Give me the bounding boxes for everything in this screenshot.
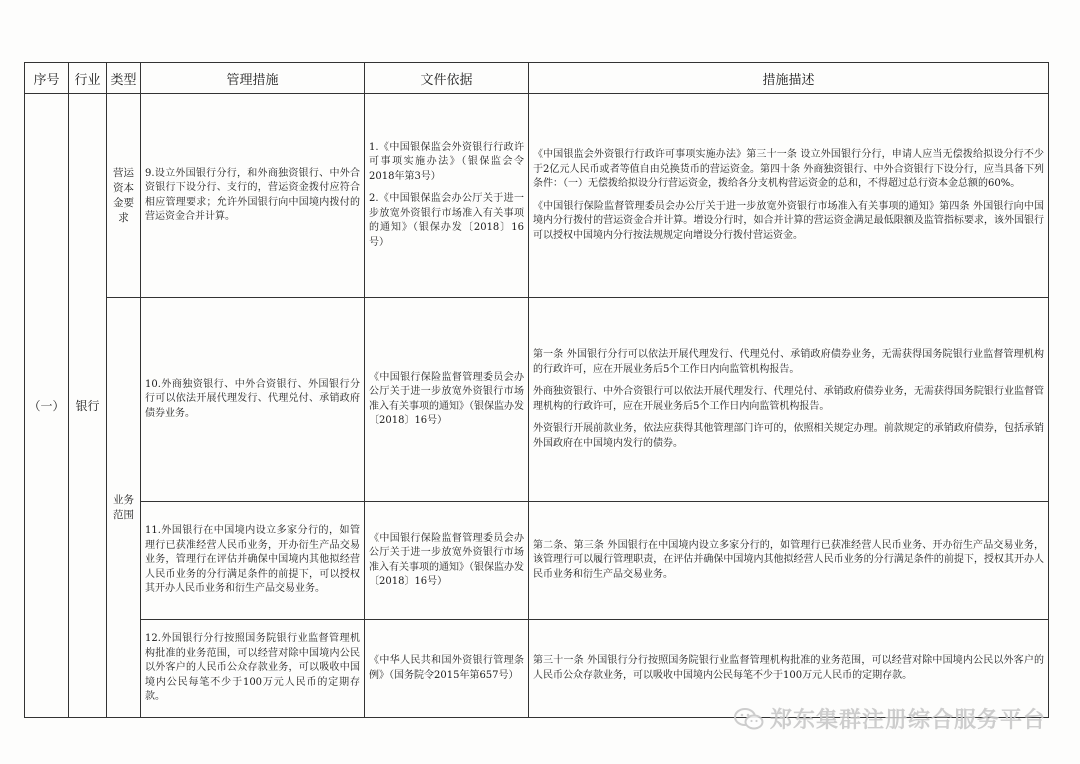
- table-row: [25, 502, 1049, 620]
- measure-cell: [141, 94, 365, 298]
- group-industry: 银行: [69, 94, 107, 718]
- basis-cell: [365, 620, 529, 718]
- measure-cell: [141, 620, 365, 718]
- measure-cell: [141, 298, 365, 502]
- table-row: [25, 94, 1049, 298]
- group-number: （一）: [25, 94, 69, 718]
- measure-text: 10.外商独资银行、中外合资银行、外国银行分行可以依法开展代理发行、代理兑付、承销政府债券业务。: [145, 378, 360, 419]
- basis-cell: [365, 298, 529, 502]
- description-text: 第一条 外国银行分行可以依法开展代理发行、代理兑付、承销政府债券业务，无需获得国务院银行业监督管理机构的行政许可，应在开展业务后5个工作日内向监管机构报告。: [533, 349, 1044, 375]
- basis-text: 《中国银行保险监督管理委员会办公厅关于进一步放宽外资银行市场准入有关事项的通知》（银保监办发〔2018〕16号）: [369, 371, 524, 426]
- basis-cell: [365, 94, 529, 298]
- description-text: 《中国银行保险监督管理委员会办公厅关于进一步放宽外资银行市场准入有关事项的通知》第四条 外国银行向中国境内分行拨付的营运资金合并计算。增设分行时，如合并计算的营运资金满足最低限额及监管指标要求，该外国银行可以授权中国境内分行按法规规定向增设分行拨付营运资金。: [533, 200, 1044, 241]
- watermark-text: 郑东集群注册综合服务平台: [769, 708, 1046, 733]
- description-text: 外商独资银行、中外合资银行可以依法开展代理发行、代理兑付、承销政府债券业务，无需获得国务院银行业监督管理机构的行政许可，应在开展业务后5个工作日内向监管机构报告。: [533, 386, 1044, 412]
- type-scope: [107, 298, 141, 718]
- basis-text: 1.《中国银保监会外资银行行政许可事项实施办法》（银保监会令2018年第3号）: [369, 141, 524, 182]
- basis-cell: [365, 502, 529, 620]
- header-industry: 行业: [69, 63, 107, 94]
- header-type: 类型: [107, 63, 141, 94]
- description-text: 《中国银监会外资银行行政许可事项实施办法》第三十一条 设立外国银行分行，申请人应当无偿拨给拟设分行不少于2亿元人民币或者等值自由兑换货币的营运资金。第四十条 外商独资银行、中外合资银行下设分行，应当具备下列条件：（一）无偿拨给拟设分行营运资金，拨给各分支机构营运资金的总和，不得超过总行资本金总额的60%。: [533, 149, 1044, 189]
- basis-text: 2.《中国银保监会办公厅关于进一步放宽外资银行市场准入有关事项的通知》（银保办发〔2018〕16号）: [369, 193, 524, 248]
- measure-text: 12.外国银行分行按照国务院银行业监督管理机构批准的业务范围，可以经营对除中国境内公民以外客户的人民币公众存款业务，可以吸收中国境内公民每笔不少于100万元人民币的定期存款。: [145, 633, 360, 703]
- measure-text: 9.设立外国银行分行，和外商独资银行、中外合资银行下设分行、支行的，营运资金拨付应符合相应管理要求；允许外国银行向中国境内拨付的营运资金合并计算。: [145, 167, 360, 222]
- description-text: 外资银行开展前款业务，依法应获得其他管理部门许可的，依照相关规定办理。前款规定的承销政府债券，包括承销外国政府在中国境内发行的债券。: [533, 423, 1044, 449]
- description-text: 第三十一条 外国银行分行按照国务院银行业监督管理机构批准的业务范围，可以经营对除中国境内公民以外客户的人民币公众存款业务，可以吸收中国境内公民每笔不少于100万元人民币的定期存款。: [533, 655, 1044, 681]
- description-text: 第二条、第三条 外国银行在中国境内设立多家分行的，如管理行已获准经营人民币业务、开办衍生产品交易业务，该管理行可以履行管理职责，在评估并确保中国境内其他拟经营人民币业务的分行满足条件的前提下，授权其开办人民币业务和衍生产品交易业务。: [533, 539, 1044, 580]
- description-cell: [529, 502, 1049, 620]
- basis-text: 《中国银行保险监督管理委员会办公厅关于进一步放宽外资银行市场准入有关事项的通知》（银保监办发〔2018〕16号）: [369, 532, 524, 587]
- wechat-icon: [734, 707, 764, 731]
- description-cell: [529, 94, 1049, 298]
- regulation-table: [24, 62, 1049, 718]
- type-capital: [107, 94, 141, 298]
- type-scope-label: 业务范围: [113, 493, 134, 521]
- header-description: 措施描述: [529, 63, 1049, 94]
- table-row: [25, 298, 1049, 502]
- header-measure: 管理措施: [141, 63, 365, 94]
- header-basis: 文件依据: [365, 63, 529, 94]
- watermark: [734, 703, 1046, 734]
- basis-text: 《中华人民共和国外资银行管理条例》（国务院令2015年第657号）: [369, 655, 524, 681]
- measure-text: 11.外国银行在中国境内设立多家分行的，如管理行已获准经营人民币业务，开办衍生产品交易业务，管理行在评估并确保中国境内其他拟经营人民币业务的分行满足条件的前提下，可以授权其开办人民币业务和衍生产品交易业务。: [145, 525, 360, 595]
- measure-cell: [141, 502, 365, 620]
- type-capital-label: 营运资本金要求: [113, 166, 134, 224]
- description-cell: [529, 298, 1049, 502]
- table-header-row: [25, 63, 1049, 94]
- header-no: 序号: [25, 63, 69, 94]
